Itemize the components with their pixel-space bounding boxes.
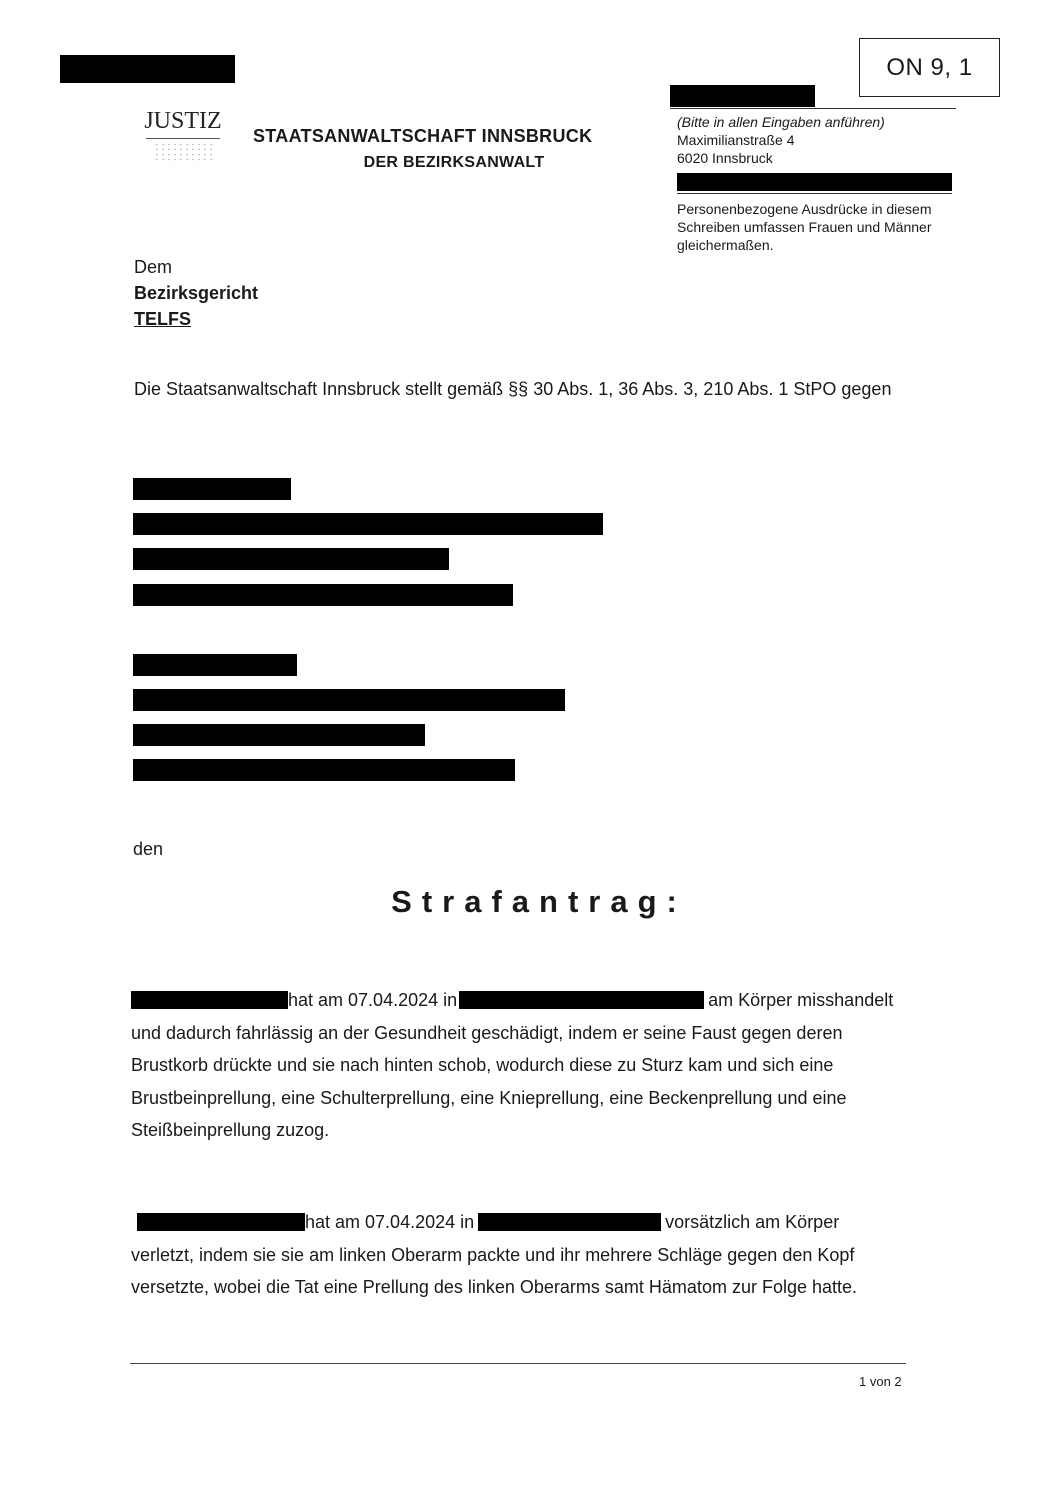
p1-line-3: Brustkorb drückte und sie nach hinten schob, wodurch diese zu Sturz kam und sich eine — [131, 1055, 834, 1075]
gender-note: Personenbezogene Ausdrücke in diesem Schreiben umfassen Frauen und Männer gleichermaßen. — [677, 201, 932, 253]
address-street: Maximilianstraße 4 — [677, 132, 795, 148]
office-title: STAATSANWALTSCHAFT INNSBRUCK — [253, 126, 593, 146]
recipient-court: Bezirksgericht — [134, 283, 259, 303]
den-word: den — [133, 839, 164, 859]
p2-line-1 — [131, 1206, 857, 1239]
redacted-defendant-1-name — [133, 478, 291, 500]
p1-line-1-a: hat am 07.04.2024 in — [288, 990, 458, 1010]
logo-underline — [146, 138, 220, 139]
redacted-defendant-1-line2 — [133, 513, 603, 535]
p2-line-2: verletzt, indem sie sie am linken Oberarm packte und ihr mehrere Schläge gegen den Kopf — [131, 1244, 855, 1265]
recipient-salutation: Dem — [134, 257, 173, 277]
address-hint: (Bitte in allen Eingaben anführen) — [677, 114, 885, 130]
redacted-defendant-2-name — [133, 654, 297, 676]
p1-line-2: und dadurch fahrlässig an der Gesundheit geschädigt, indem er seine Faust gegen deren — [131, 1022, 843, 1043]
redacted-defendant-2-line2 — [133, 689, 565, 711]
redacted-name-p2 — [137, 1213, 305, 1231]
charge-paragraph-2 — [131, 1206, 857, 1304]
redacted-contact-line — [677, 173, 952, 191]
p2-line-1-a: hat am 07.04.2024 in — [305, 1212, 475, 1232]
redacted-defendant-1-line4 — [133, 584, 513, 606]
redacted-place-p1 — [459, 991, 704, 1009]
page-number: 1 von 2 — [859, 1374, 902, 1389]
office-subtitle: DER BEZIRKSANWALT — [363, 154, 545, 171]
recipient-location: TELFS — [134, 309, 191, 329]
charge-paragraph-1 — [131, 984, 893, 1147]
redacted-defendant-1-line3 — [133, 548, 449, 570]
p1-line-1 — [131, 984, 893, 1017]
justiz-logo — [142, 108, 224, 166]
reference-box: ON 9, 1 — [859, 38, 1000, 97]
document-heading: Strafantrag: — [391, 884, 687, 919]
footer-rule — [130, 1363, 906, 1364]
address-city: 6020 Innsbruck — [677, 150, 773, 166]
p1-line-1-b: am Körper misshandelt — [708, 990, 894, 1010]
p2-line-3: versetzte, wobei die Tat eine Prellung des linken Oberarms samt Hämatom zur Folge hatte. — [131, 1277, 858, 1297]
redacted-file-number — [670, 85, 815, 107]
logo-pattern — [154, 142, 212, 164]
redacted-block-header — [60, 55, 235, 83]
p2-line-1-b: vorsätzlich am Körper — [665, 1212, 840, 1232]
redacted-defendant-2-line3 — [133, 724, 425, 746]
p1-line-4: Brustbeinprellung, eine Schulterprellung, eine Knieprellung, eine Beckenprellung und eine — [131, 1087, 847, 1108]
file-number-rule — [670, 108, 956, 109]
p1-line-5: Steißbeinprellung zuzog. — [131, 1120, 330, 1140]
logo-text: JUSTIZ — [144, 108, 222, 134]
recipient-block — [134, 254, 258, 332]
intro-paragraph: Die Staatsanwaltschaft Innsbruck stellt gemäß §§ 30 Abs. 1, 36 Abs. 3, 210 Abs. 1 StPO gegen — [134, 379, 892, 399]
redacted-defendant-2-line4 — [133, 759, 515, 781]
redacted-name-p1 — [131, 991, 288, 1009]
contact-rule — [677, 193, 952, 194]
redacted-place-p2 — [478, 1213, 661, 1231]
